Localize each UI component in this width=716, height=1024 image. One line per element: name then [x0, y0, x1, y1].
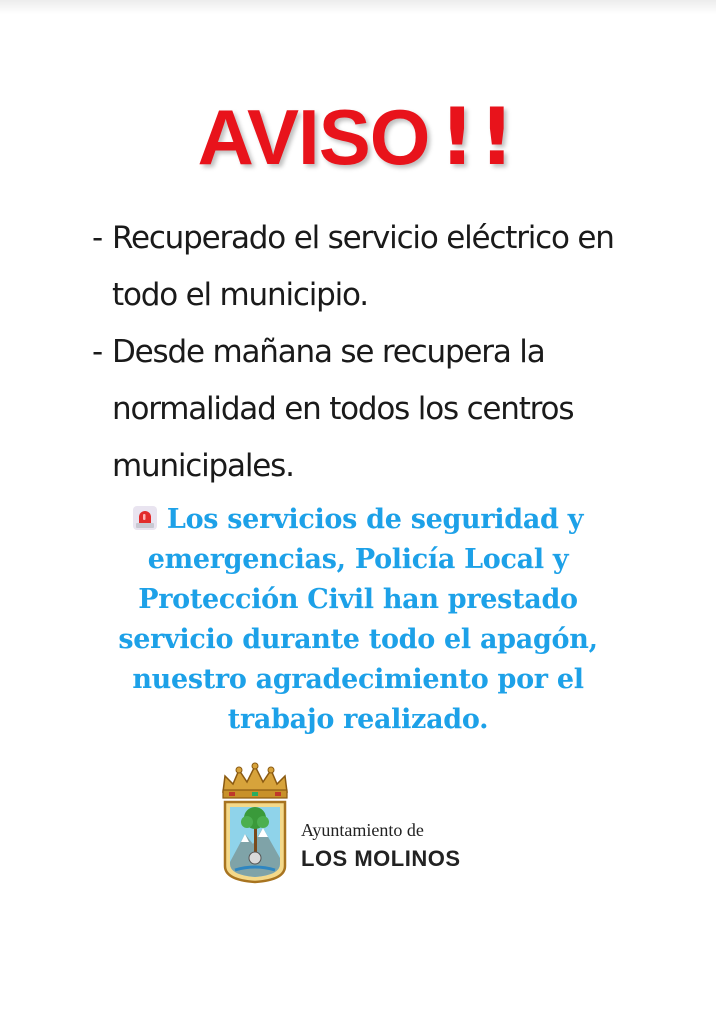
bullet-item — [92, 324, 692, 495]
municipal-logo — [215, 762, 475, 887]
notice-text: Los servicios de seguridad y — [166, 504, 584, 535]
bullet-line: Desde mañana se recupera la — [112, 334, 545, 370]
notice-line: trabajo realizado. — [227, 704, 489, 735]
siren-icon — [133, 506, 157, 530]
bullet-item — [92, 210, 692, 324]
top-shade — [0, 0, 716, 14]
title-exclamation: !! — [439, 93, 519, 183]
bullet-dash: - — [92, 220, 102, 256]
bullet-dash: - — [92, 334, 102, 370]
title-text: AVISO — [197, 93, 430, 181]
bullet-line: normalidad en todos los centros — [112, 391, 574, 427]
coat-of-arms-icon — [215, 762, 295, 884]
announcement-list — [92, 210, 692, 495]
bullet-line: Recuperado el servicio eléctrico en — [112, 220, 614, 256]
thanks-notice — [40, 500, 676, 740]
logo-line-ayuntamiento: Ayuntamiento de — [301, 820, 424, 840]
bullet-line: municipales. — [112, 448, 294, 484]
notice-line: Protección Civil han prestado — [138, 584, 578, 615]
logo-line-municipality: LOS MOLINOS — [301, 846, 461, 871]
notice-line — [40, 500, 676, 540]
notice-line: nuestro agradecimiento por el — [132, 664, 584, 695]
notice-line: emergencias, Policía Local y — [147, 544, 569, 575]
notice-line: servicio durante todo el apagón, — [118, 624, 598, 655]
bullet-line: todo el municipio. — [112, 277, 368, 313]
page-title — [0, 92, 716, 183]
